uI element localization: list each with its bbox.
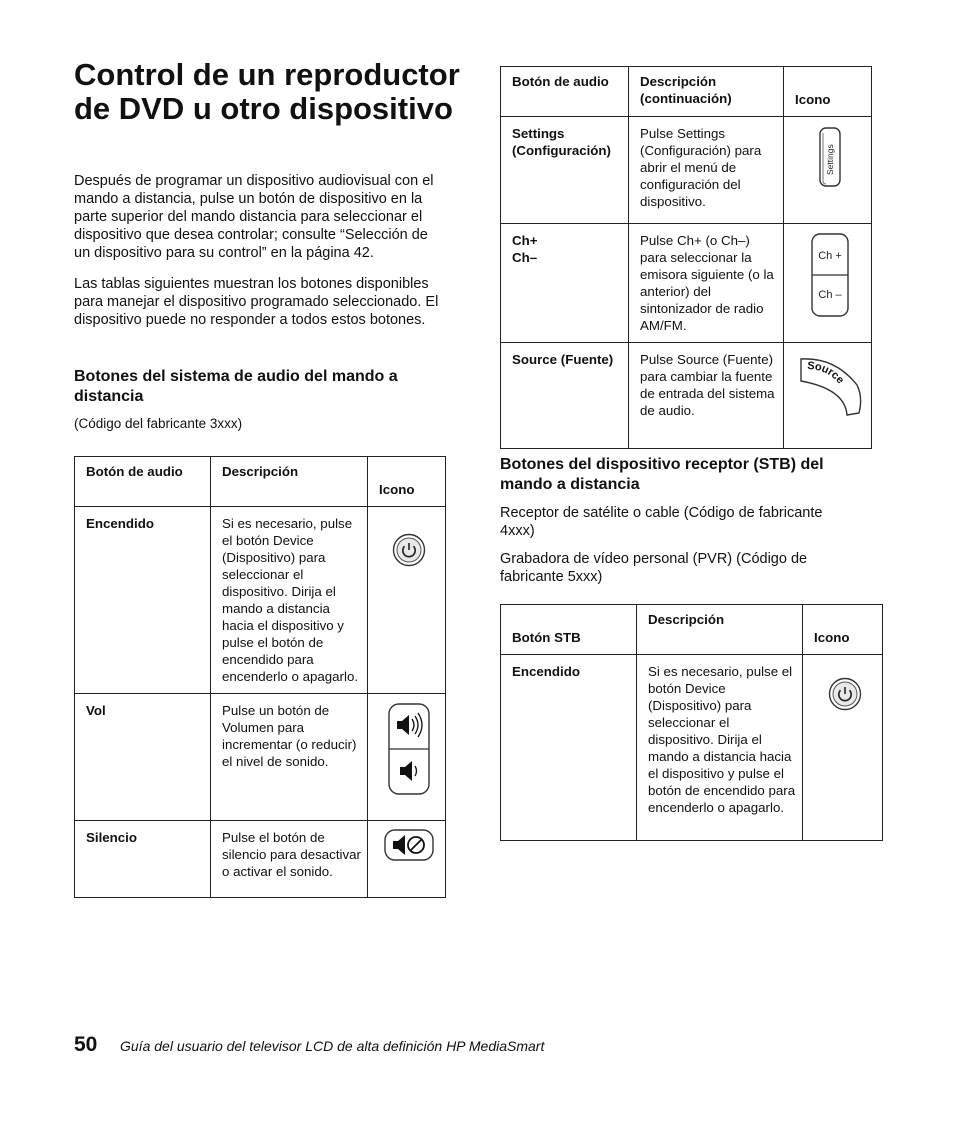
audio-section-heading: Botones del sistema de audio del mando a distancia	[74, 368, 398, 405]
table-row	[75, 694, 446, 821]
intro-paragraph-1: Después de programar un dispositivo audiovisual con el mando a distancia, pulse un botón de dispositivo en la parte superior del mando distancia para seleccionar el dispositivo que desea controlar; consulte “Selección de un dispositivo para su control” en la página 42.	[74, 173, 434, 261]
col-header-description: Descripción	[211, 457, 368, 507]
source-icon-label: Source	[806, 359, 847, 387]
page-title: Control de un reproductor de DVD u otro dispositivo	[74, 57, 460, 126]
table-row	[501, 655, 883, 841]
stb-line-satellite: Receptor de satélite o cable (Código de fabricante 4xxx)	[500, 505, 823, 539]
col-header-icon: Icono	[784, 67, 872, 117]
channel-up-label: Ch +	[818, 250, 842, 262]
button-description: Pulse Ch+ (o Ch–) para seleccionar la emisora siguiente (o la anterior) del sintonizador de radio AM/FM.	[629, 224, 784, 343]
power-icon	[828, 677, 862, 711]
button-description: Si es necesario, pulse el botón Device (Dispositivo) para seleccionar el dispositivo. Dirija el mando a distancia hacia el dispositivo y pulse el botón de encendido para encenderlo o apagarlo.	[637, 655, 803, 841]
button-name: Vol	[75, 694, 211, 821]
col-header-icon: Icono	[368, 457, 446, 507]
stb-line-pvr: Grabadora de vídeo personal (PVR) (Código de fabricante 5xxx)	[500, 551, 808, 585]
power-icon	[392, 533, 426, 567]
col-header-button: Botón de audio	[75, 457, 211, 507]
button-name: Encendido	[501, 655, 637, 841]
col-header-button: Botón STB	[501, 605, 637, 655]
button-name: Settings (Configuración)	[501, 117, 629, 224]
audio-buttons-table	[74, 456, 446, 898]
col-header-description: Descripción	[637, 605, 803, 655]
stb-buttons-table	[500, 604, 883, 841]
settings-icon-label: Settings	[825, 144, 835, 175]
button-name: Ch+ Ch–	[501, 224, 629, 343]
source-button-icon	[795, 351, 865, 421]
channel-down-label: Ch –	[818, 289, 842, 301]
settings-button-icon	[816, 125, 844, 189]
channel-rocker-icon	[810, 232, 850, 318]
button-name: Encendido	[75, 507, 211, 694]
table-row	[501, 224, 872, 343]
table-row	[501, 117, 872, 224]
audio-manufacturer-code: (Código del fabricante 3xxx)	[74, 416, 243, 431]
page-number: 50	[74, 1033, 98, 1056]
button-name: Silencio	[75, 821, 211, 898]
button-description: Pulse un botón de Volumen para incrementar (o reducir) el nivel de sonido.	[211, 694, 368, 821]
table-row	[75, 821, 446, 898]
col-header-icon: Icono	[803, 605, 883, 655]
button-description: Si es necesario, pulse el botón Device (Dispositivo) para seleccionar el dispositivo. Dirija el mando a distancia hacia el dispositivo y pulse el botón de encendido para encenderlo o apagarlo.	[211, 507, 368, 694]
button-description: Pulse el botón de silencio para desactivar o activar el sonido.	[211, 821, 368, 898]
button-name: Source (Fuente)	[501, 343, 629, 449]
table-row	[501, 343, 872, 449]
audio-buttons-continued-table	[500, 66, 872, 449]
col-header-description: Descripción (continuación)	[629, 67, 784, 117]
col-header-button: Botón de audio	[501, 67, 629, 117]
button-description: Pulse Source (Fuente) para cambiar la fuente de entrada del sistema de audio.	[629, 343, 784, 449]
stb-section-heading: Botones del dispositivo receptor (STB) del mando a distancia	[500, 456, 824, 493]
footer-text: Guía del usuario del televisor LCD de alta definición HP MediaSmart	[120, 1038, 545, 1054]
volume-rocker-icon	[387, 702, 431, 796]
button-description: Pulse Settings (Configuración) para abrir el menú de configuración del dispositivo.	[629, 117, 784, 224]
table-row	[75, 507, 446, 694]
mute-icon	[384, 829, 434, 861]
intro-paragraph-2: Las tablas siguientes muestran los botones disponibles para manejar el dispositivo programado seleccionado. El dispositivo puede no responder a todos estos botones.	[74, 276, 439, 328]
